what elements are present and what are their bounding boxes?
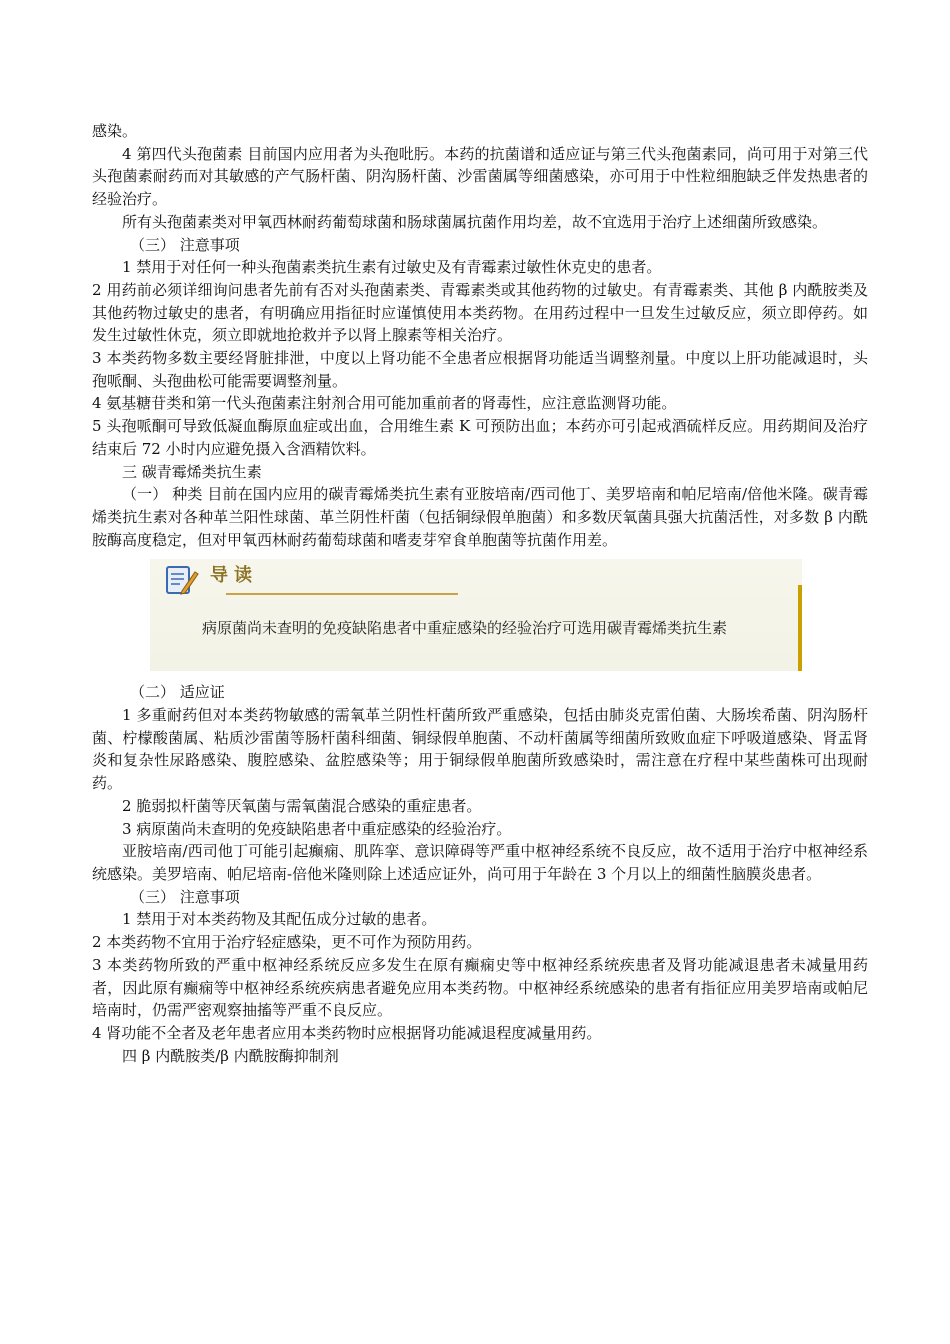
guide-side-bar [798, 585, 802, 671]
guide-underline [226, 593, 458, 595]
body-text-bottom [92, 681, 868, 1067]
paragraph: 1 禁用于对任何一种头孢菌素类抗生素有过敏史及有青霉素过敏性休克史的患者。 [122, 258, 662, 277]
paragraph: （二） 适应证 [130, 683, 225, 702]
paragraph: 亚胺培南/西司他丁可能引起癫痫、肌阵挛、意识障碍等严重中枢神经系统不良反应，故不适用于治疗中枢神经系统感染。美罗培南、帕尼培南-倍他米隆则除上述适应证外，尚可用于年龄在 3 个月以上的细菌性脑膜炎患者。 [92, 842, 868, 883]
paragraph: 三 碳青霉烯类抗生素 [122, 462, 262, 481]
paragraph: 2 本类药物不宜用于治疗轻症感染，更不可作为预防用药。 [92, 933, 482, 952]
paragraph: 1 多重耐药但对本类药物敏感的需氧革兰阴性杆菌所致严重感染，包括由肺炎克雷伯菌、大肠埃希菌、阴沟肠杆菌、柠檬酸菌属、粘质沙雷菌等肠杆菌科细菌、铜绿假单胞菌、不动杆菌属等细菌所致败血症下呼吸道感染、肾盂肾炎和复杂性尿路感染、腹腔感染、盆腔感染等；用于铜绿假单胞菌所致感染时，需注意在疗程中某些菌株可出现耐药。 [92, 706, 868, 793]
paragraph: 2 脆弱拟杆菌等厌氧菌与需氧菌混合感染的重症患者。 [122, 796, 482, 815]
paragraph: 3 本类药物所致的严重中枢神经系统反应多发生在原有癫痫史等中枢神经系统疾患者及肾功能减退患者未减量用药者，因此原有癫痫等中枢神经系统疾病患者避免应用本类药物。中枢神经系统感染的患者有指征应用美罗培南或帕尼培南时，仍需严密观察抽搐等严重不良反应。 [92, 955, 868, 1020]
reading-guide-box [150, 559, 802, 671]
paragraph: （三） 注意事项 [130, 887, 240, 906]
paragraph: 3 病原菌尚未查明的免疫缺陷患者中重症感染的经验治疗。 [122, 819, 512, 838]
paragraph: （一） 种类 目前在国内应用的碳青霉烯类抗生素有亚胺培南/西司他丁、美罗培南和帕尼培南/倍他米隆。碳青霉烯类抗生素对各种革兰阳性球菌、革兰阴性杆菌（包括铜绿假单胞菌）和多数厌氧菌具强大抗菌活性，对多数 β 内酰胺酶高度稳定，但对甲氧西林耐药葡萄球菌和嗜麦芽窄食单胞菌等抗菌作用差。 [92, 485, 868, 549]
document-page [92, 120, 868, 1067]
paragraph: 5 头孢哌酮可导致低凝血酶原血症或出血，合用维生素 K 可预防出血；本药亦可引起戒酒硫样反应。用药期间及治疗结束后 72 小时内应避免摄入含酒精饮料。 [92, 417, 868, 458]
paragraph: 3 本类药物多数主要经肾脏排泄，中度以上肾功能不全患者应根据肾功能适当调整剂量。中度以上肝功能减退时，头孢哌酮、头孢曲松可能需要调整剂量。 [92, 349, 868, 390]
paragraph: 2 用药前必须详细询问患者先前有否对头孢菌素类、青霉素类或其他药物的过敏史。有青霉素类、其他 β 内酰胺类及其他药物过敏史的患者，有明确应用指征时应谨慎使用本类药物。在用药过程中一旦发生过敏反应，须立即停药。如发生过敏性休克，须立即就地抢救并予以肾上腺素等相关治疗。 [92, 280, 868, 345]
body-text-top [92, 120, 868, 551]
paragraph: 四 β 内酰胺类/β 内酰胺酶抑制剂 [122, 1046, 339, 1065]
paragraph: 4 第四代头孢菌素 目前国内应用者为头孢吡肟。本药的抗菌谱和适应证与第三代头孢菌素同，尚可用于对第三代头孢菌素耐药而对其敏感的产气肠杆菌、阴沟肠杆菌、沙雷菌属等细菌感染，亦可用于中性粒细胞缺乏伴发热患者的经验治疗。 [92, 144, 868, 209]
paragraph: 1 禁用于对本类药物及其配伍成分过敏的患者。 [122, 910, 437, 929]
paragraph: 感染。 [92, 122, 138, 140]
paragraph: （三） 注意事项 [130, 235, 240, 254]
guide-title: 导读 [210, 565, 258, 587]
paragraph: 4 氨基糖苷类和第一代头孢菌素注射剂合用可能加重前者的肾毒性，应注意监测肾功能。 [92, 394, 677, 413]
paragraph: 所有头孢菌素类对甲氧西林耐药葡萄球菌和肠球菌属抗菌作用均差，故不宜选用于治疗上述细菌所致感染。 [122, 212, 828, 231]
notepad-pencil-icon [164, 563, 200, 597]
paragraph: 4 肾功能不全者及老年患者应用本类药物时应根据肾功能减退程度减量用药。 [92, 1023, 602, 1042]
guide-text: 病原菌尚未查明的免疫缺陷患者中重症感染的经验治疗可选用碳青霉烯类抗生素 [202, 619, 728, 638]
